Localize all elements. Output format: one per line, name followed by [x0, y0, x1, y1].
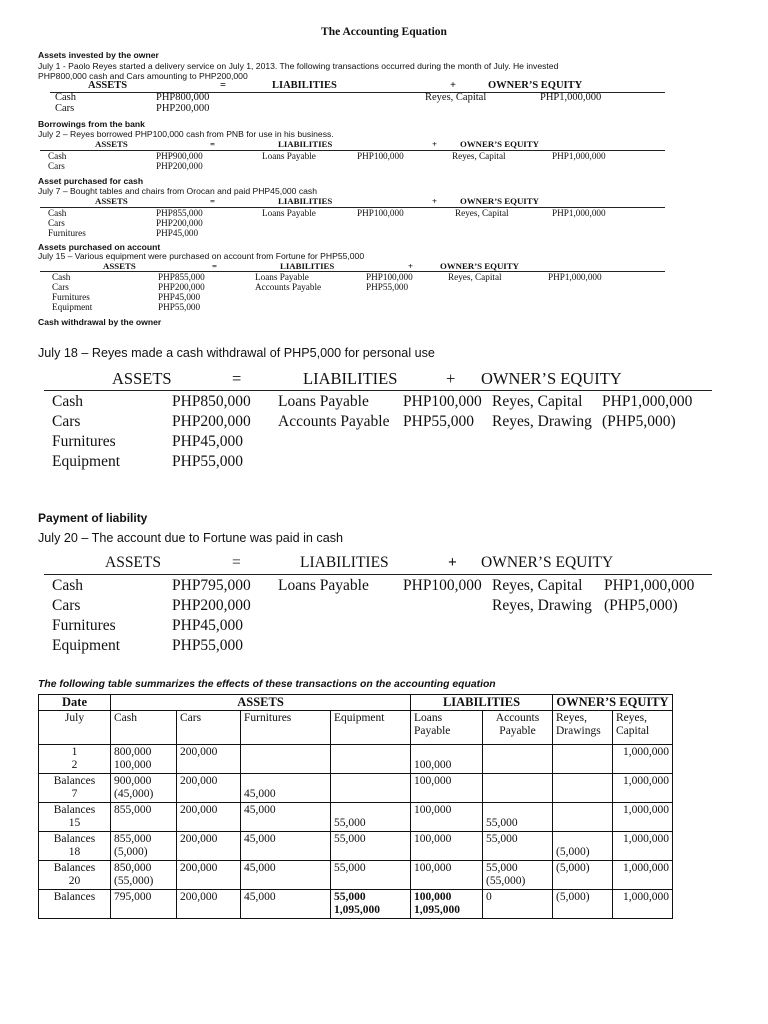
section-heading: Borrowings from the bank	[38, 119, 145, 129]
plus-sign: +	[408, 261, 414, 271]
account-amount: PHP100,000	[357, 208, 404, 218]
section-heading: Cash withdrawal by the owner	[38, 317, 162, 327]
account-name: Furnitures	[52, 292, 90, 302]
account-amount: PHP1,000,000	[602, 393, 693, 410]
liabilities-header: LIABILITIES	[272, 80, 337, 91]
plus-sign: +	[432, 139, 438, 149]
equals-sign: =	[232, 554, 241, 571]
account-name: Cash	[55, 92, 76, 103]
equity-header: OWNER’S EQUITY	[460, 139, 539, 149]
account-name: Loans Payable	[255, 272, 309, 282]
cell-loans-payable: 100,000	[411, 774, 483, 803]
account-amount: PHP200,000	[158, 282, 205, 292]
account-amount: PHP45,000	[172, 433, 244, 450]
cell-cash: 900,000 (45,000)	[111, 774, 177, 803]
cell-accounts-payable: 55,000	[483, 832, 553, 861]
section-heading: Assets purchased on account	[38, 242, 161, 252]
cell-equipment	[331, 745, 411, 774]
cell-furnitures: 45,000	[241, 774, 331, 803]
subheader-reyes-capital: Reyes, Capital	[613, 711, 673, 745]
account-name: Reyes, Capital	[455, 208, 509, 218]
account-name: Equipment	[52, 302, 93, 312]
cell-date: 1 2	[39, 745, 111, 774]
equity-header: OWNER’S EQUITY	[481, 369, 622, 388]
equity-header: OWNER’S EQUITY	[488, 80, 583, 91]
equity-header: OWNER’S EQUITY	[440, 261, 519, 271]
liabilities-header: LIABILITIES	[300, 554, 389, 571]
account-amount: PHP55,000	[172, 453, 244, 470]
cell-reyes-drawings: (5,000)	[553, 861, 613, 890]
cell-reyes-capital: 1,000,000	[613, 803, 673, 832]
cell-reyes-capital: 1,000,000	[613, 861, 673, 890]
cell-reyes-drawings	[553, 803, 613, 832]
equals-sign: =	[212, 261, 218, 271]
cell-cars: 200,000	[177, 832, 241, 861]
cell-reyes-capital: 1,000,000	[613, 890, 673, 919]
cell-accounts-payable: 0	[483, 890, 553, 919]
account-amount: PHP1,000,000	[552, 151, 606, 161]
cell-cash: 855,000 (5,000)	[111, 832, 177, 861]
section-heading: Payment of liability	[38, 511, 148, 525]
account-amount: PHP45,000	[158, 292, 201, 302]
page-title: The Accounting Equation	[321, 26, 447, 38]
cell-equipment: 55,000	[331, 861, 411, 890]
header-owners-equity: OWNER’S EQUITY	[553, 695, 673, 711]
table-row	[39, 832, 673, 861]
cell-loans-payable: 100,000	[411, 861, 483, 890]
account-amount: PHP1,000,000	[552, 208, 606, 218]
cell-furnitures: 45,000	[241, 861, 331, 890]
account-name: Accounts Payable	[255, 282, 322, 292]
section-description: July 2 – Reyes borrowed PHP100,000 cash from PNB for use in his business.	[38, 129, 334, 139]
account-name: Cash	[52, 272, 71, 282]
cell-furnitures: 45,000	[241, 803, 331, 832]
assets-header: ASSETS	[112, 369, 172, 388]
account-amount: PHP795,000	[172, 577, 251, 594]
subheader-equipment: Equipment	[331, 711, 411, 745]
assets-header: ASSETS	[88, 80, 128, 91]
account-name: Equipment	[52, 453, 121, 470]
cell-date: Balances 20	[39, 861, 111, 890]
subheader-cars: Cars	[177, 711, 241, 745]
section-description: July 20 – The account due to Fortune was paid in cash	[38, 531, 344, 545]
cell-furnitures	[241, 745, 331, 774]
summary-table	[38, 694, 673, 919]
account-amount: PHP55,000	[158, 302, 201, 312]
account-amount: (PHP5,000)	[604, 597, 678, 614]
table-row	[39, 745, 673, 774]
cell-loans-payable: 100,000	[411, 832, 483, 861]
account-amount: PHP55,000	[403, 413, 475, 430]
plus-sign: +	[450, 80, 456, 91]
account-name: Furnitures	[52, 433, 116, 450]
cell-reyes-capital: 1,000,000	[613, 832, 673, 861]
account-name: Reyes, Drawing	[492, 597, 592, 614]
cell-reyes-drawings: (5,000)	[553, 890, 613, 919]
account-name: Furnitures	[52, 617, 116, 634]
cell-reyes-capital: 1,000,000	[613, 774, 673, 803]
table-row	[39, 803, 673, 832]
account-name: Equipment	[52, 637, 121, 654]
account-amount: PHP100,000	[357, 151, 404, 161]
account-amount: PHP45,000	[172, 617, 244, 634]
cell-accounts-payable	[483, 745, 553, 774]
section-description: July 7 – Bought tables and chairs from Orocan and paid PHP45,000 cash	[38, 186, 317, 196]
account-amount: PHP55,000	[172, 637, 244, 654]
account-name: Cars	[55, 103, 75, 114]
assets-header: ASSETS	[95, 196, 128, 206]
cell-cars: 200,000	[177, 890, 241, 919]
account-amount: (PHP5,000)	[602, 413, 676, 430]
header-assets: ASSETS	[111, 695, 411, 711]
plus-sign: +	[432, 196, 438, 206]
plus-sign: +	[446, 369, 456, 388]
cell-cash: 850,000 (55,000)	[111, 861, 177, 890]
account-amount: PHP855,000	[158, 272, 205, 282]
liabilities-header: LIABILITIES	[280, 261, 335, 271]
account-amount: PHP200,000	[156, 218, 203, 228]
account-amount: PHP800,000	[156, 92, 210, 103]
subheader-loans-payable: Loans Payable	[411, 711, 483, 745]
equals-sign: =	[220, 80, 226, 91]
equals-sign: =	[232, 369, 242, 388]
cell-cash: 855,000	[111, 803, 177, 832]
assets-header: ASSETS	[95, 139, 128, 149]
subheader-furnitures: Furnitures	[241, 711, 331, 745]
account-amount: PHP200,000	[156, 161, 203, 171]
account-amount: PHP100,000	[403, 577, 482, 594]
account-name: Cars	[48, 161, 65, 171]
cell-date: Balances 18	[39, 832, 111, 861]
account-name: Reyes, Capital	[425, 92, 487, 103]
table-row	[39, 861, 673, 890]
account-name: Loans Payable	[262, 151, 316, 161]
cell-reyes-capital: 1,000,000	[613, 745, 673, 774]
liabilities-header: LIABILITIES	[278, 139, 333, 149]
cell-cars: 200,000	[177, 861, 241, 890]
account-amount: PHP100,000	[403, 393, 482, 410]
account-name: Loans Payable	[262, 208, 316, 218]
account-name: Cars	[52, 282, 69, 292]
account-amount: PHP850,000	[172, 393, 251, 410]
cell-reyes-drawings: (5,000)	[553, 832, 613, 861]
cell-accounts-payable: 55,000 (55,000)	[483, 861, 553, 890]
equals-sign: =	[210, 139, 216, 149]
account-amount: PHP200,000	[172, 597, 251, 614]
assets-header: ASSETS	[105, 554, 161, 571]
cell-equipment	[331, 774, 411, 803]
section-description: PHP800,000 cash and Cars amounting to PHP200,000	[38, 71, 248, 81]
cell-accounts-payable: 55,000	[483, 803, 553, 832]
cell-cash: 795,000	[111, 890, 177, 919]
account-name: Loans Payable	[278, 577, 369, 594]
cell-cars: 200,000	[177, 803, 241, 832]
subheader-reyes-drawings: Reyes, Drawings	[553, 711, 613, 745]
section-description: July 1 - Paolo Reyes started a delivery service on July 1, 2013. The following transactions occurred during the month of July. He invested	[38, 61, 559, 71]
account-amount: PHP200,000	[156, 103, 210, 114]
section-heading: Assets invested by the owner	[38, 50, 159, 60]
table-row	[39, 890, 673, 919]
cell-cars: 200,000	[177, 745, 241, 774]
account-amount: PHP200,000	[172, 413, 251, 430]
table-row	[39, 774, 673, 803]
account-name: Reyes, Drawing	[492, 413, 592, 430]
account-amount: PHP1,000,000	[604, 577, 695, 594]
section-description: July 18 – Reyes made a cash withdrawal of PHP5,000 for personal use	[38, 346, 435, 360]
cell-date: Balances	[39, 890, 111, 919]
header-liabilities: LIABILITIES	[411, 695, 553, 711]
subheader-july: July	[39, 711, 111, 745]
cell-date: Balances 7	[39, 774, 111, 803]
liabilities-header: LIABILITIES	[303, 369, 398, 388]
account-name: Reyes, Capital	[452, 151, 506, 161]
cell-equipment: 55,000	[331, 803, 411, 832]
equals-sign: =	[210, 196, 216, 206]
cell-loans-payable: 100,000	[411, 803, 483, 832]
account-name: Cars	[52, 597, 81, 614]
account-amount: PHP1,000,000	[540, 92, 602, 103]
plus-sign: +	[448, 554, 457, 571]
account-amount: PHP855,000	[156, 208, 203, 218]
account-name: Cars	[48, 218, 65, 228]
section-description: July 15 – Various equipment were purchased on account from Fortune for PHP55,000	[38, 251, 365, 261]
subheader-cash: Cash	[111, 711, 177, 745]
cell-date: Balances 15	[39, 803, 111, 832]
equity-header: OWNER’S EQUITY	[460, 196, 539, 206]
account-amount: PHP1,000,000	[548, 272, 602, 282]
account-name: Reyes, Capital	[492, 393, 583, 410]
cell-reyes-drawings	[553, 745, 613, 774]
cell-furnitures: 45,000	[241, 832, 331, 861]
cell-loans-payable: 100,000	[411, 745, 483, 774]
account-amount: PHP55,000	[366, 282, 409, 292]
account-amount: PHP45,000	[156, 228, 199, 238]
account-name: Cars	[52, 413, 81, 430]
cell-cars: 200,000	[177, 774, 241, 803]
account-name: Furnitures	[48, 228, 86, 238]
summary-caption: The following table summarizes the effects of these transactions on the accounting equation	[38, 679, 496, 690]
liabilities-header: LIABILITIES	[278, 196, 333, 206]
assets-header: ASSETS	[103, 261, 136, 271]
account-name: Cash	[52, 577, 83, 594]
cell-accounts-payable	[483, 774, 553, 803]
account-name: Cash	[48, 208, 67, 218]
account-name: Reyes, Capital	[492, 577, 583, 594]
cell-furnitures: 45,000	[241, 890, 331, 919]
account-name: Cash	[52, 393, 83, 410]
account-amount: PHP100,000	[366, 272, 413, 282]
header-date: Date	[39, 695, 111, 711]
cell-reyes-drawings	[553, 774, 613, 803]
account-name: Loans Payable	[278, 393, 369, 410]
subheader-accounts-payable: Accounts Payable	[483, 711, 553, 745]
section-heading: Asset purchased for cash	[38, 176, 144, 186]
equity-header: OWNER’S EQUITY	[481, 554, 614, 571]
cell-cash: 800,000 100,000	[111, 745, 177, 774]
account-amount: PHP900,000	[156, 151, 203, 161]
cell-equipment: 55,000	[331, 832, 411, 861]
account-name: Accounts Payable	[278, 413, 390, 430]
account-name: Reyes, Capital	[448, 272, 502, 282]
cell-equipment: 55,000 1,095,000	[331, 890, 411, 919]
account-name: Cash	[48, 151, 67, 161]
cell-loans-payable: 100,000 1,095,000	[411, 890, 483, 919]
